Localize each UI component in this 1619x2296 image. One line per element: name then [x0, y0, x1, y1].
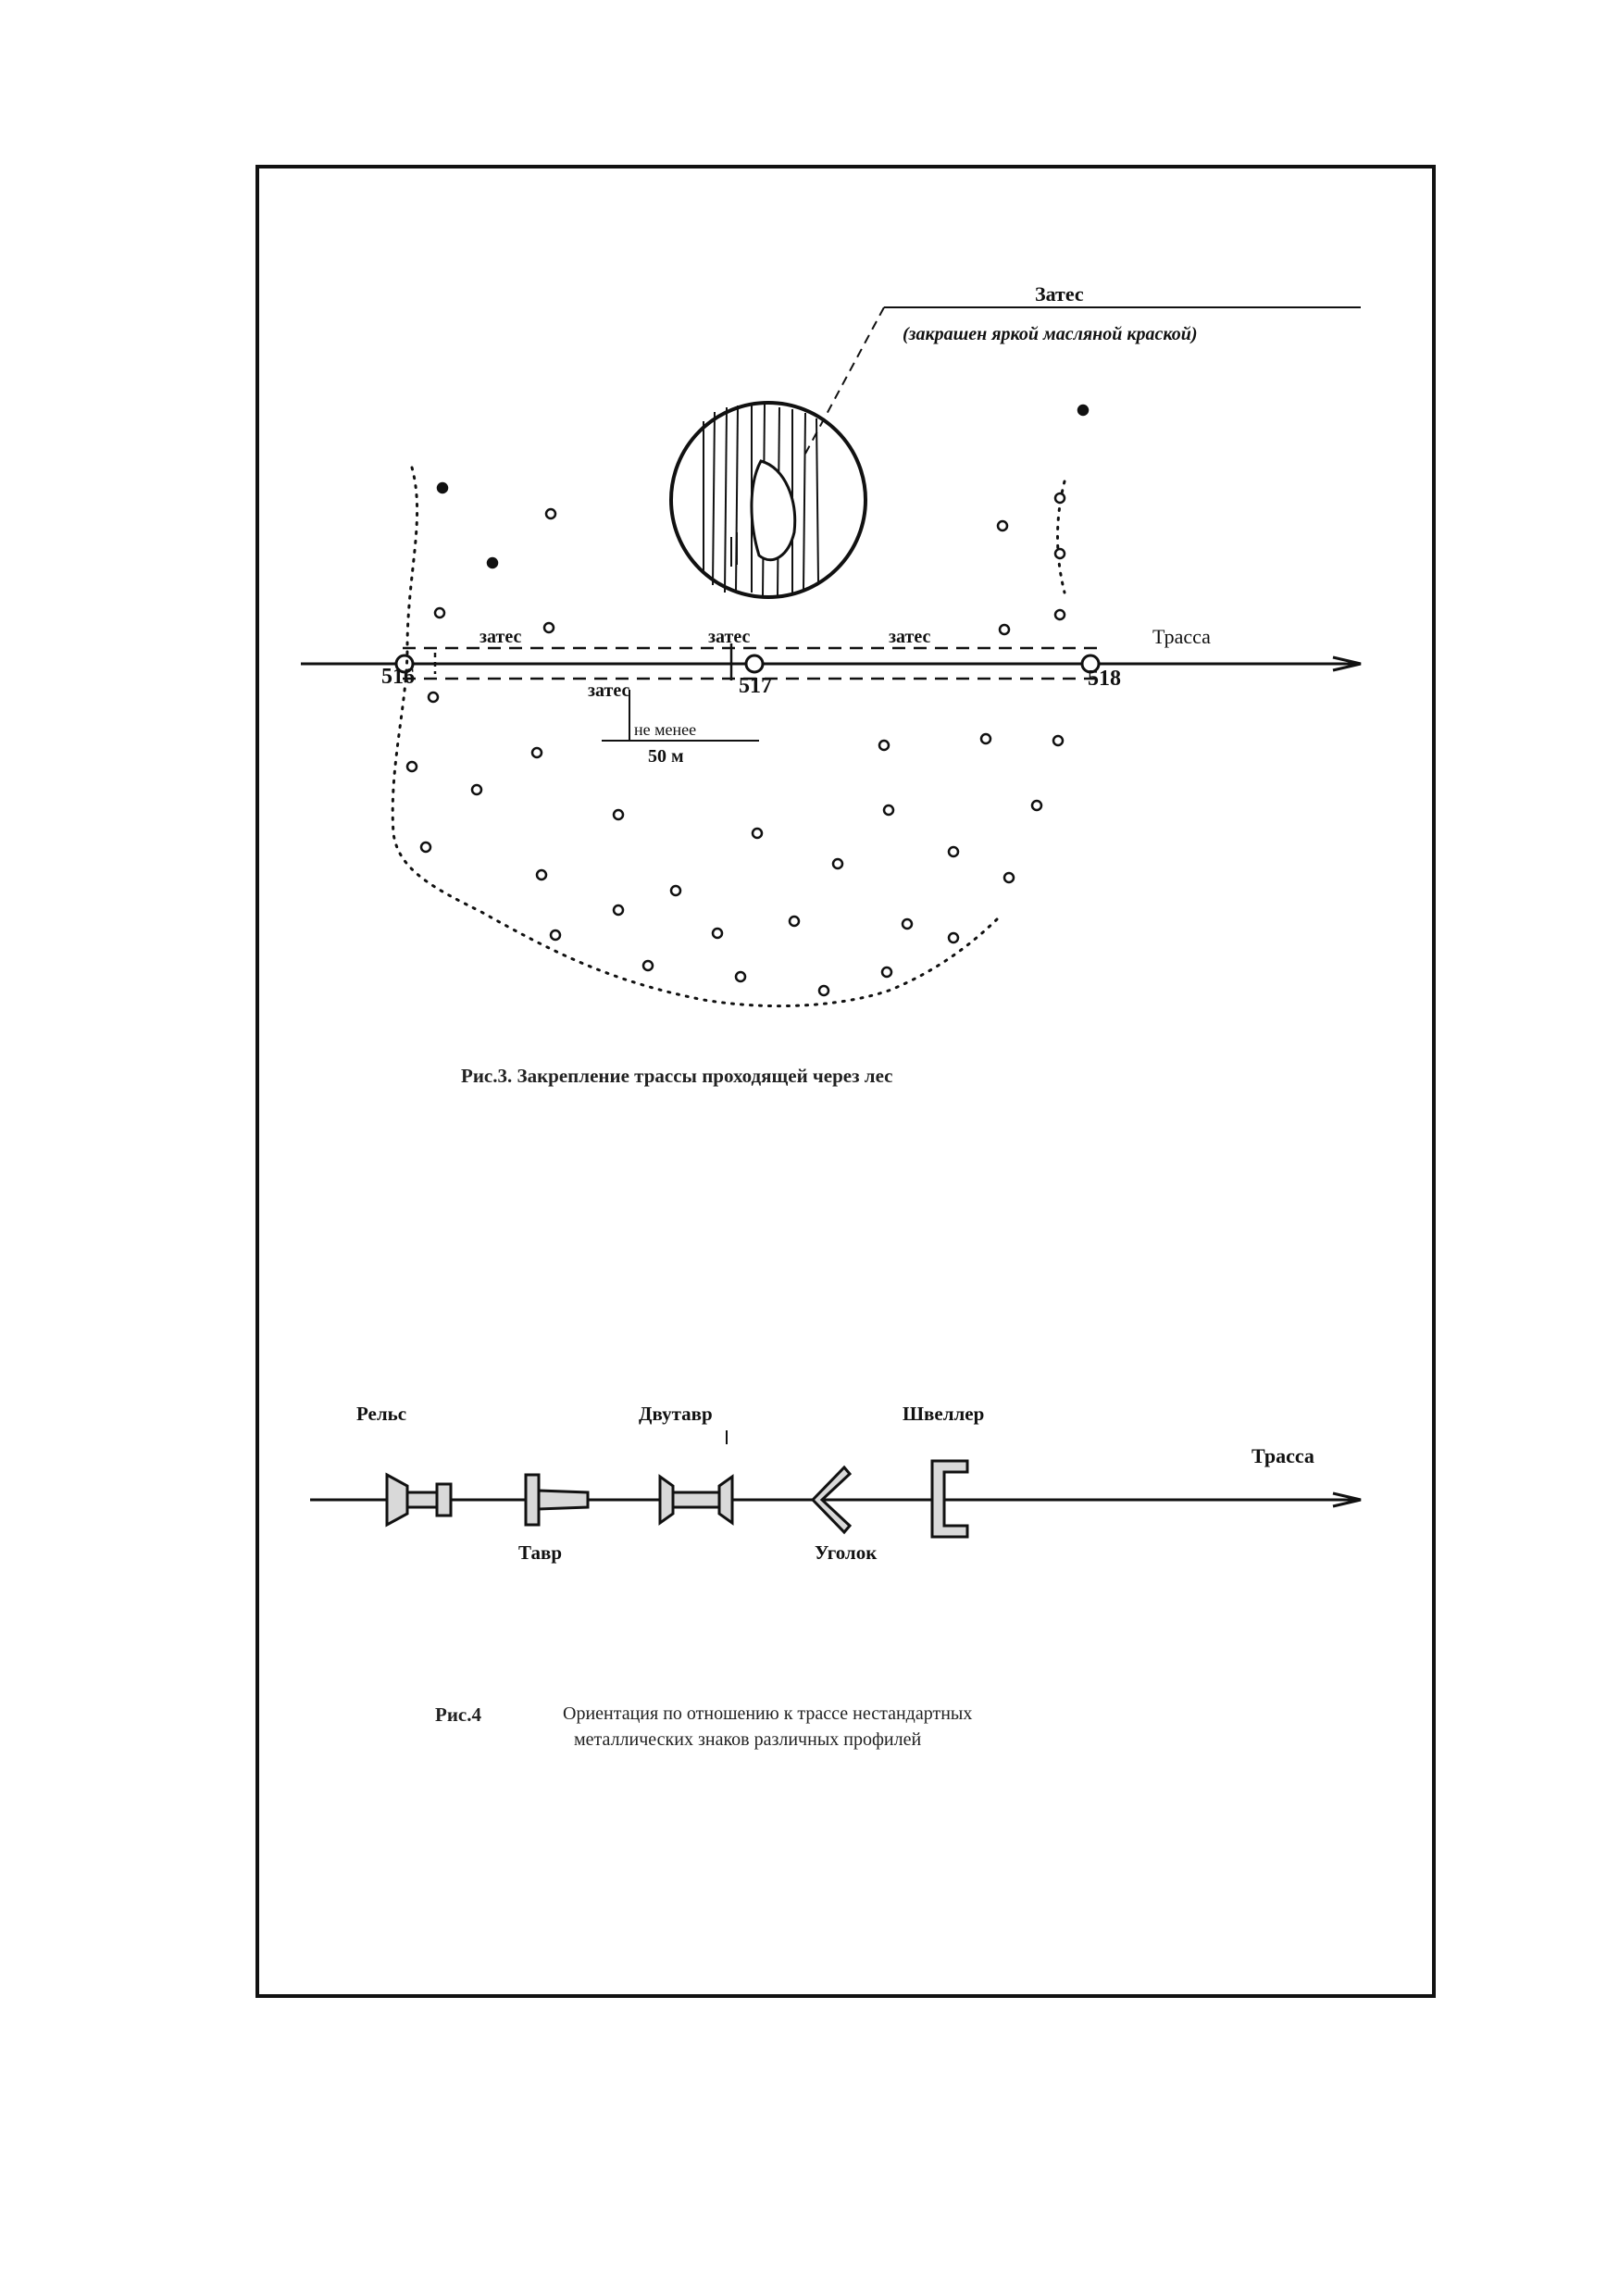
distance-label-top: не менее	[634, 720, 697, 739]
notch-label-3: затес	[889, 627, 931, 647]
label-channel: Швеллер	[903, 1403, 985, 1425]
notch-label-4: затес	[588, 680, 630, 701]
figure4-caption-line1: Ориентация по отношению к трассе нестандартных	[563, 1703, 973, 1724]
route-label-fig3: Трасса	[1152, 625, 1211, 648]
tree-points	[407, 406, 1088, 995]
tree-trunk-detail	[671, 403, 866, 597]
figure3-caption: Рис.3. Закрепление трассы проходящей через лес	[461, 1065, 893, 1087]
notch-label-2: затес	[708, 627, 751, 647]
label-rail: Рельс	[356, 1403, 407, 1425]
station-label-518: 518	[1088, 667, 1121, 691]
notch-label-1: затес	[479, 627, 522, 647]
rail-profile	[387, 1475, 451, 1525]
ibeam-profile	[660, 1477, 732, 1523]
figure4-caption-number: Рис.4	[435, 1703, 481, 1726]
forest-edge	[392, 468, 1065, 1006]
label-angle: Уголок	[815, 1541, 878, 1564]
route-axis-fig4	[310, 1493, 1361, 1506]
note-title: Затес	[1035, 282, 1084, 306]
note-subtitle: (закрашен яркой масляной краской)	[903, 324, 1198, 344]
tee-profile	[526, 1475, 588, 1525]
station-517-marker	[746, 655, 763, 672]
label-tee: Тавр	[518, 1541, 563, 1564]
route-label-fig4: Трасса	[1252, 1444, 1314, 1467]
distance-label-bottom: 50 м	[648, 746, 684, 767]
station-label-516: 516	[381, 665, 415, 689]
figure4-caption-line2: металлических знаков различных профилей	[574, 1729, 922, 1750]
station-label-517: 517	[739, 674, 772, 698]
route-axis-fig3	[301, 657, 1361, 670]
label-ibeam: Двутавр	[639, 1403, 713, 1425]
